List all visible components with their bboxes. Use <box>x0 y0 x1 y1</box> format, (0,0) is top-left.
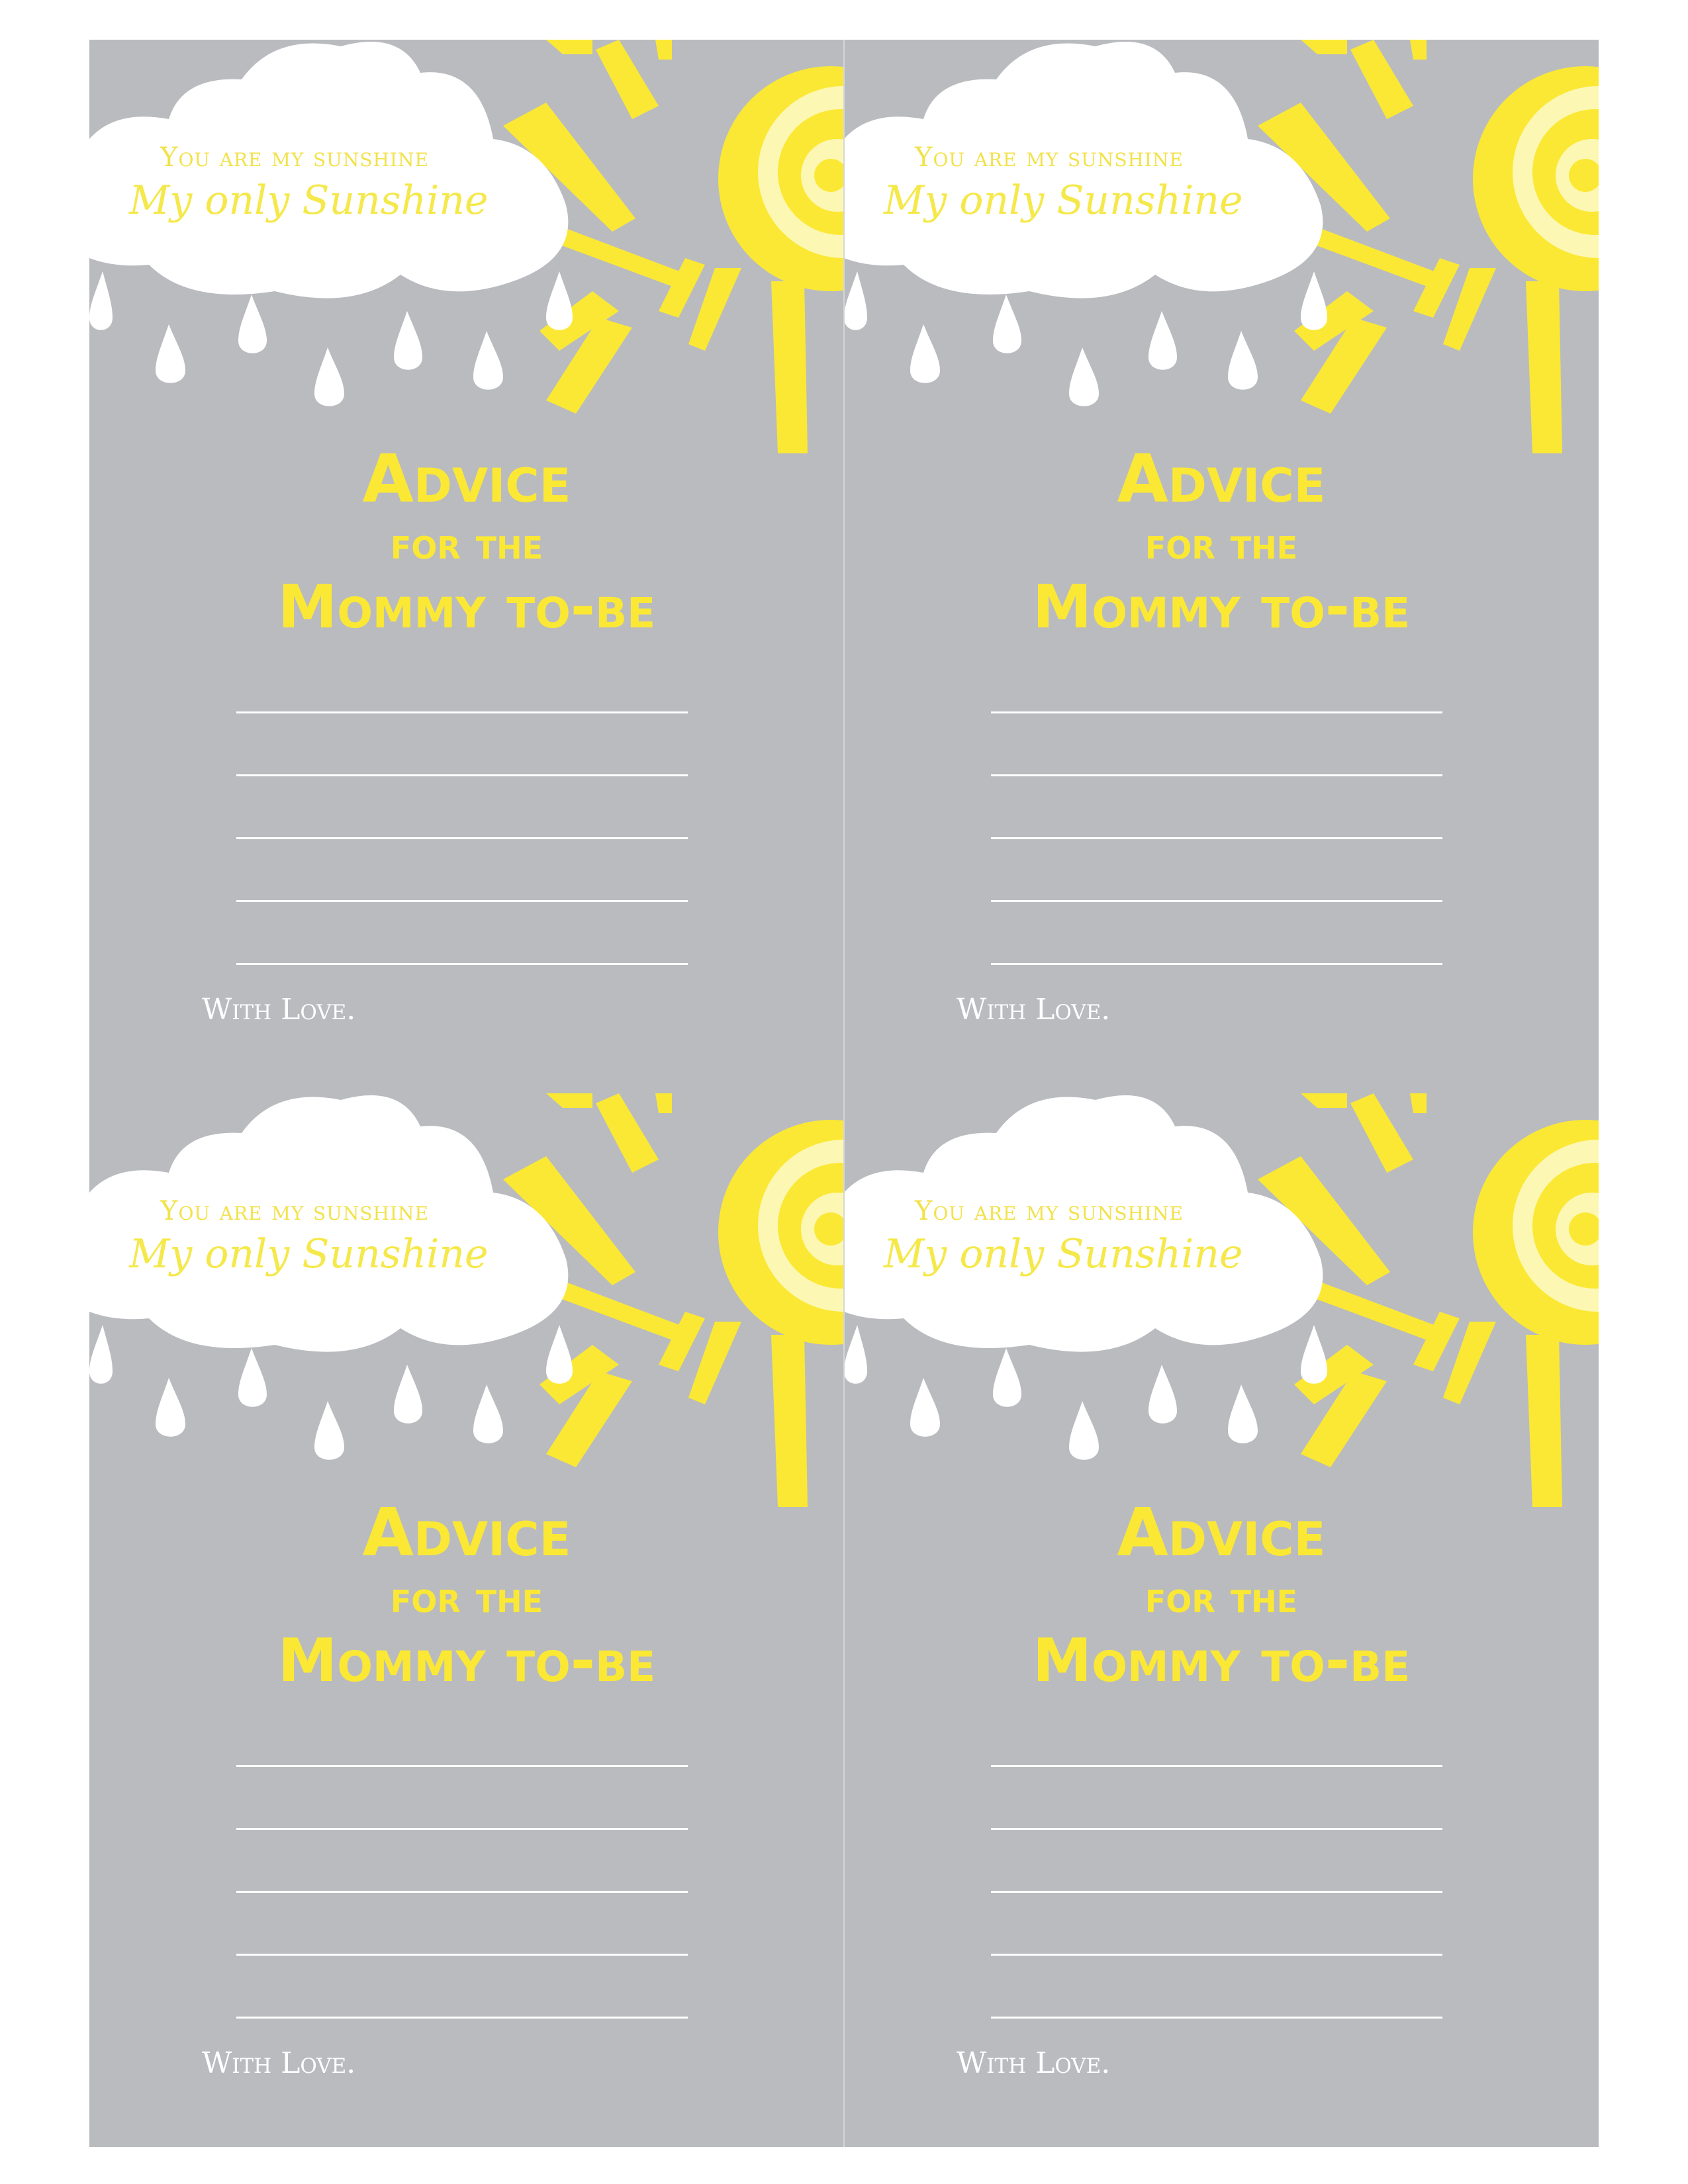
writing-line[interactable] <box>991 1828 1442 1830</box>
card-script-line: My only Sunshine <box>884 177 1243 224</box>
advice-card-2 <box>844 40 1599 1093</box>
card-heading-advice: Advice <box>1117 440 1326 518</box>
card-subtitle: You are my sunshine <box>915 142 1184 173</box>
writing-line[interactable] <box>236 900 688 902</box>
card-heading-for-the: for the <box>1145 518 1298 569</box>
writing-line[interactable] <box>991 837 1442 839</box>
card-divider <box>843 40 845 2147</box>
card-subtitle: You are my sunshine <box>160 142 429 173</box>
card-script-line: My only Sunshine <box>129 177 489 224</box>
card-heading-mommy: Mommy to-be <box>277 572 656 642</box>
card-heading-for-the: for the <box>390 518 543 569</box>
card-signature: With Love. <box>202 993 356 1026</box>
card-signature: With Love. <box>957 993 1111 1026</box>
advice-card-3 <box>89 1093 844 2147</box>
card-script-line: My only Sunshine <box>884 1231 1243 1277</box>
card-subtitle: You are my sunshine <box>915 1196 1184 1226</box>
advice-card-4 <box>844 1093 1599 2147</box>
writing-line[interactable] <box>991 963 1442 965</box>
advice-card-1 <box>89 40 844 1093</box>
card-heading-mommy: Mommy to-be <box>1032 572 1411 642</box>
writing-line[interactable] <box>991 711 1442 713</box>
writing-line[interactable] <box>236 774 688 776</box>
writing-line[interactable] <box>236 837 688 839</box>
card-sheet <box>89 40 1599 2147</box>
card-heading-mommy: Mommy to-be <box>277 1626 656 1696</box>
writing-line[interactable] <box>236 963 688 965</box>
card-signature: With Love. <box>957 2046 1111 2080</box>
card-subtitle: You are my sunshine <box>160 1196 429 1226</box>
writing-line[interactable] <box>236 1891 688 1893</box>
card-heading-mommy: Mommy to-be <box>1032 1626 1411 1696</box>
writing-line[interactable] <box>236 2017 688 2019</box>
card-heading-advice: Advice <box>1117 1494 1326 1571</box>
writing-line[interactable] <box>991 1765 1442 1767</box>
writing-line[interactable] <box>991 1954 1442 1956</box>
card-heading-for-the: for the <box>1145 1572 1298 1623</box>
writing-line[interactable] <box>236 1954 688 1956</box>
card-heading-advice: Advice <box>362 1494 571 1571</box>
card-signature: With Love. <box>202 2046 356 2080</box>
card-heading-for-the: for the <box>390 1572 543 1623</box>
card-script-line: My only Sunshine <box>129 1231 489 1277</box>
writing-line[interactable] <box>236 1765 688 1767</box>
writing-line[interactable] <box>236 1828 688 1830</box>
writing-line[interactable] <box>991 2017 1442 2019</box>
card-heading-advice: Advice <box>362 440 571 518</box>
writing-line[interactable] <box>236 711 688 713</box>
writing-line[interactable] <box>991 774 1442 776</box>
writing-line[interactable] <box>991 900 1442 902</box>
writing-line[interactable] <box>991 1891 1442 1893</box>
